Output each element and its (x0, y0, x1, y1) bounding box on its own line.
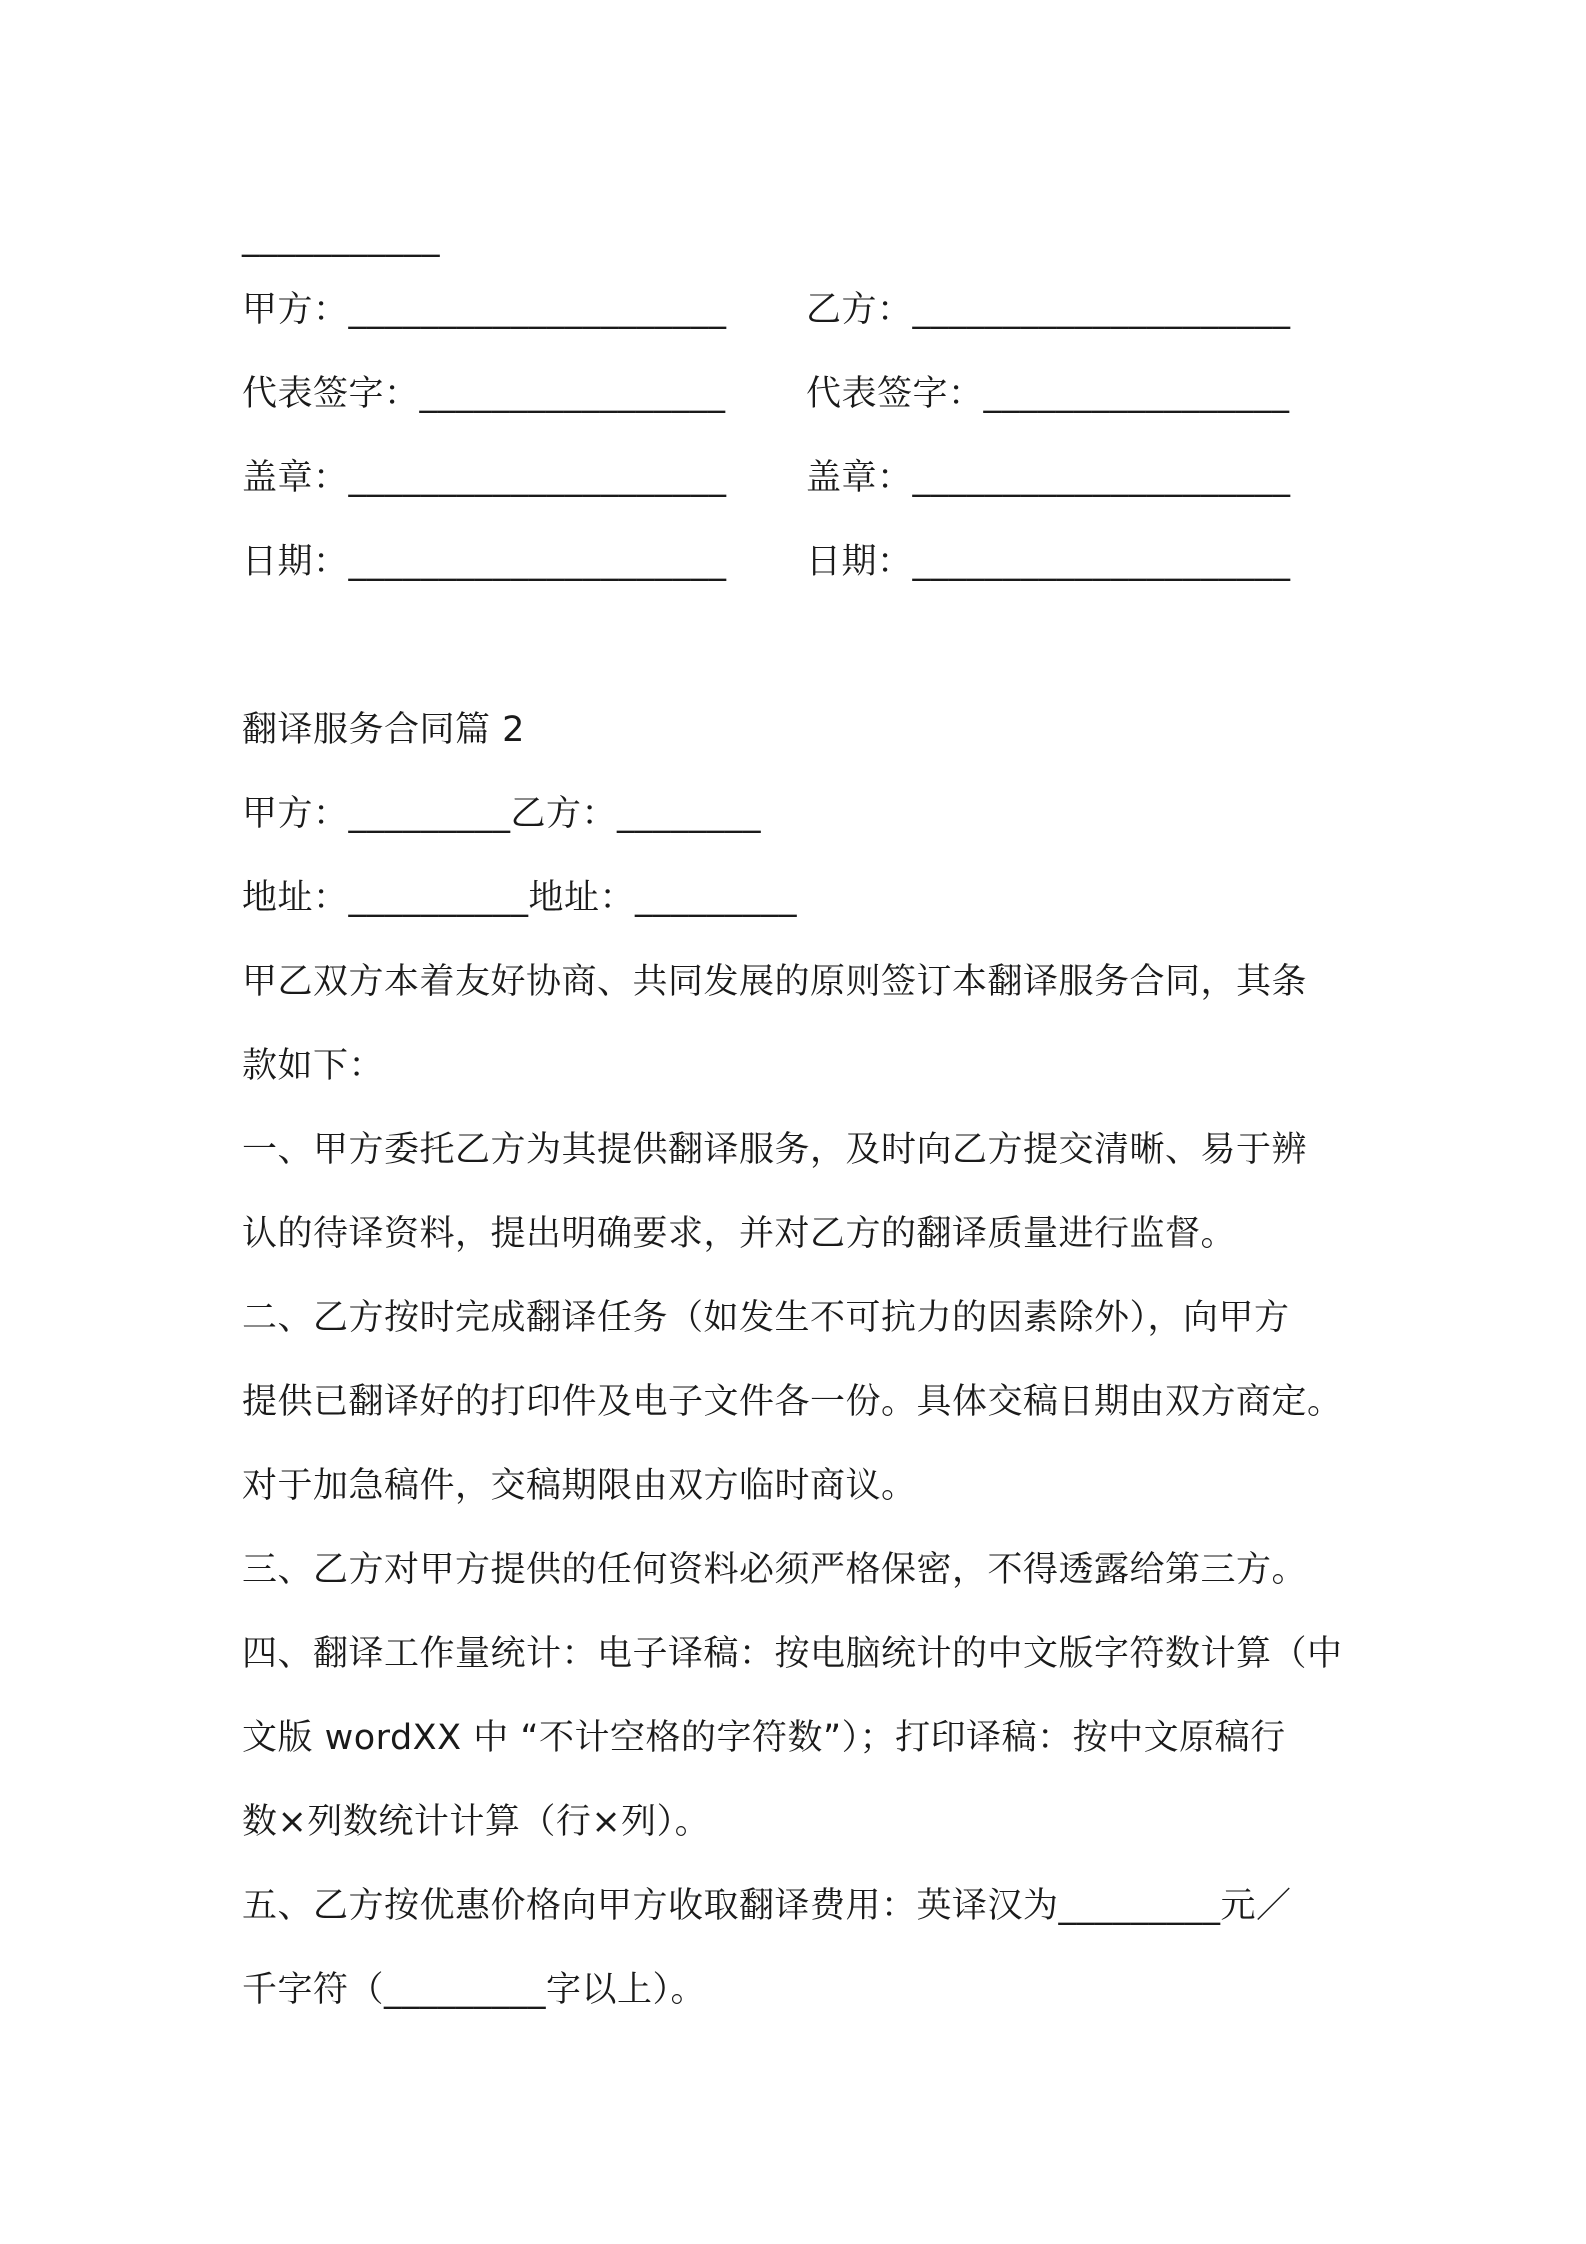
party-a-representative-field: 代表签字：_________________ (242, 374, 726, 414)
body-line: 对于加急稿件，交稿期限由双方临时商议。 (242, 1466, 917, 1506)
top-rule: ___________ (242, 218, 440, 258)
party-b-signature-field: 乙方：_____________________ (806, 290, 1291, 330)
party-a-seal-field: 盖章：_____________________ (242, 458, 727, 498)
party-b-representative-field: 代表签字：_________________ (806, 374, 1290, 414)
body-line: 五、乙方按优惠价格向甲方收取翻译费用：英译汉为_________元／ (242, 1886, 1292, 1926)
party-a-signature-field: 甲方：_____________________ (242, 290, 727, 330)
body-line: 提供已翻译好的打印件及电子文件各一份。具体交稿日期由双方商定。 (242, 1382, 1343, 1422)
party-b-date-field: 日期：_____________________ (806, 542, 1291, 582)
party-line: 甲方：_________乙方：________ (242, 794, 762, 834)
body-line: 三、乙方对甲方提供的任何资料必须严格保密，不得透露给第三方。 (242, 1550, 1308, 1590)
address-line: 地址：__________地址：_________ (242, 878, 798, 918)
party-b-seal-field: 盖章：_____________________ (806, 458, 1291, 498)
body-line: 认的待译资料，提出明确要求，并对乙方的翻译质量进行监督。 (242, 1214, 1237, 1254)
body-line: 一、甲方委托乙方为其提供翻译服务，及时向乙方提交清晰、易于辨 (242, 1130, 1308, 1170)
body-line: 二、乙方按时完成翻译任务（如发生不可抗力的因素除外），向甲方 (242, 1298, 1290, 1338)
body-line: 甲乙双方本着友好协商、共同发展的原则签订本翻译服务合同，其条 (242, 962, 1308, 1002)
body-line: 数×列数统计计算（行×列）。 (242, 1802, 711, 1842)
body-line: 款如下： (242, 1046, 385, 1086)
body-line: 文版 wordXX 中 “不计空格的字符数”）；打印译稿：按中文原稿行 (242, 1718, 1286, 1758)
section-title: 翻译服务合同篇 2 (242, 710, 525, 750)
body-line: 千字符（_________字以上）。 (242, 1970, 707, 2010)
party-a-date-field: 日期：_____________________ (242, 542, 727, 582)
body-line: 四、翻译工作量统计：电子译稿：按电脑统计的中文版字符数计算（中 (242, 1634, 1343, 1674)
